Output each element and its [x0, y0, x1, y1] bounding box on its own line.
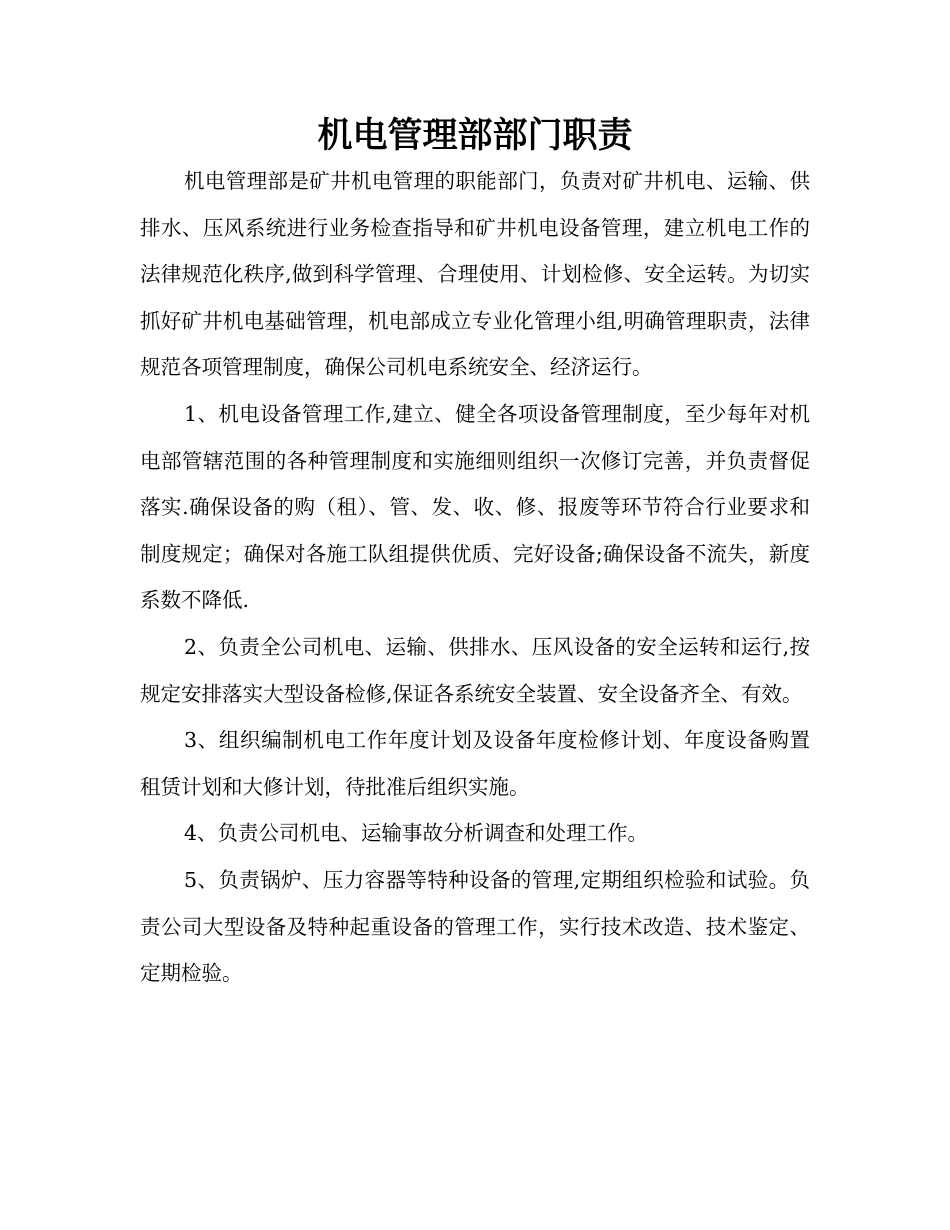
- page-title: 机电管理部部门职责: [317, 115, 633, 156]
- duty-paragraph-3: 3、组织编制机电工作年度计划及设备年度检修计划、年度设备购置租赁计划和大修计划，待批准后组织实施。: [140, 728, 810, 799]
- duty-paragraph-5: 5、负责锅炉、压力容器等特种设备的管理,定期组织检验和试验。负责公司大型设备及特种起重设备的管理工作，实行技术改造、技术鉴定、定期检验。: [140, 867, 810, 986]
- duty-paragraph-4: 4、负责公司机电、运输事故分析调查和处理工作。: [184, 821, 649, 846]
- duty-paragraph-1: 1、机电设备管理工作,建立、健全各项设备管理制度，至少每年对机电部管辖范围的各种管理制度和实施细则组织一次修订完善，并负责督促落实.确保设备的购（租）、管、发、收、修、报废等环节符合行业要求和制度规定；确保对各施工队组提供优质、完好设备;确保设备不流失，新度系数不降低.: [140, 401, 810, 613]
- document-body: [140, 158, 810, 997]
- duty-paragraph-2: 2、负责全公司机电、运输、供排水、压风设备的安全运转和运行,按规定安排落实大型设备检修,保证各系统安全装置、安全设备齐全、有效。: [140, 634, 810, 706]
- intro-paragraph: 机电管理部是矿井机电管理的职能部门，负责对矿井机电、运输、供排水、压风系统进行业务检查指导和矿井机电设备管理，建立机电工作的法律规范化秩序,做到科学管理、合理使用、计划检修、安全运转。为切实抓好矿井机电基础管理，机电部成立专业化管理小组,明确管理职责，法律规范各项管理制度，确保公司机电系统安全、经济运行。: [140, 169, 810, 380]
